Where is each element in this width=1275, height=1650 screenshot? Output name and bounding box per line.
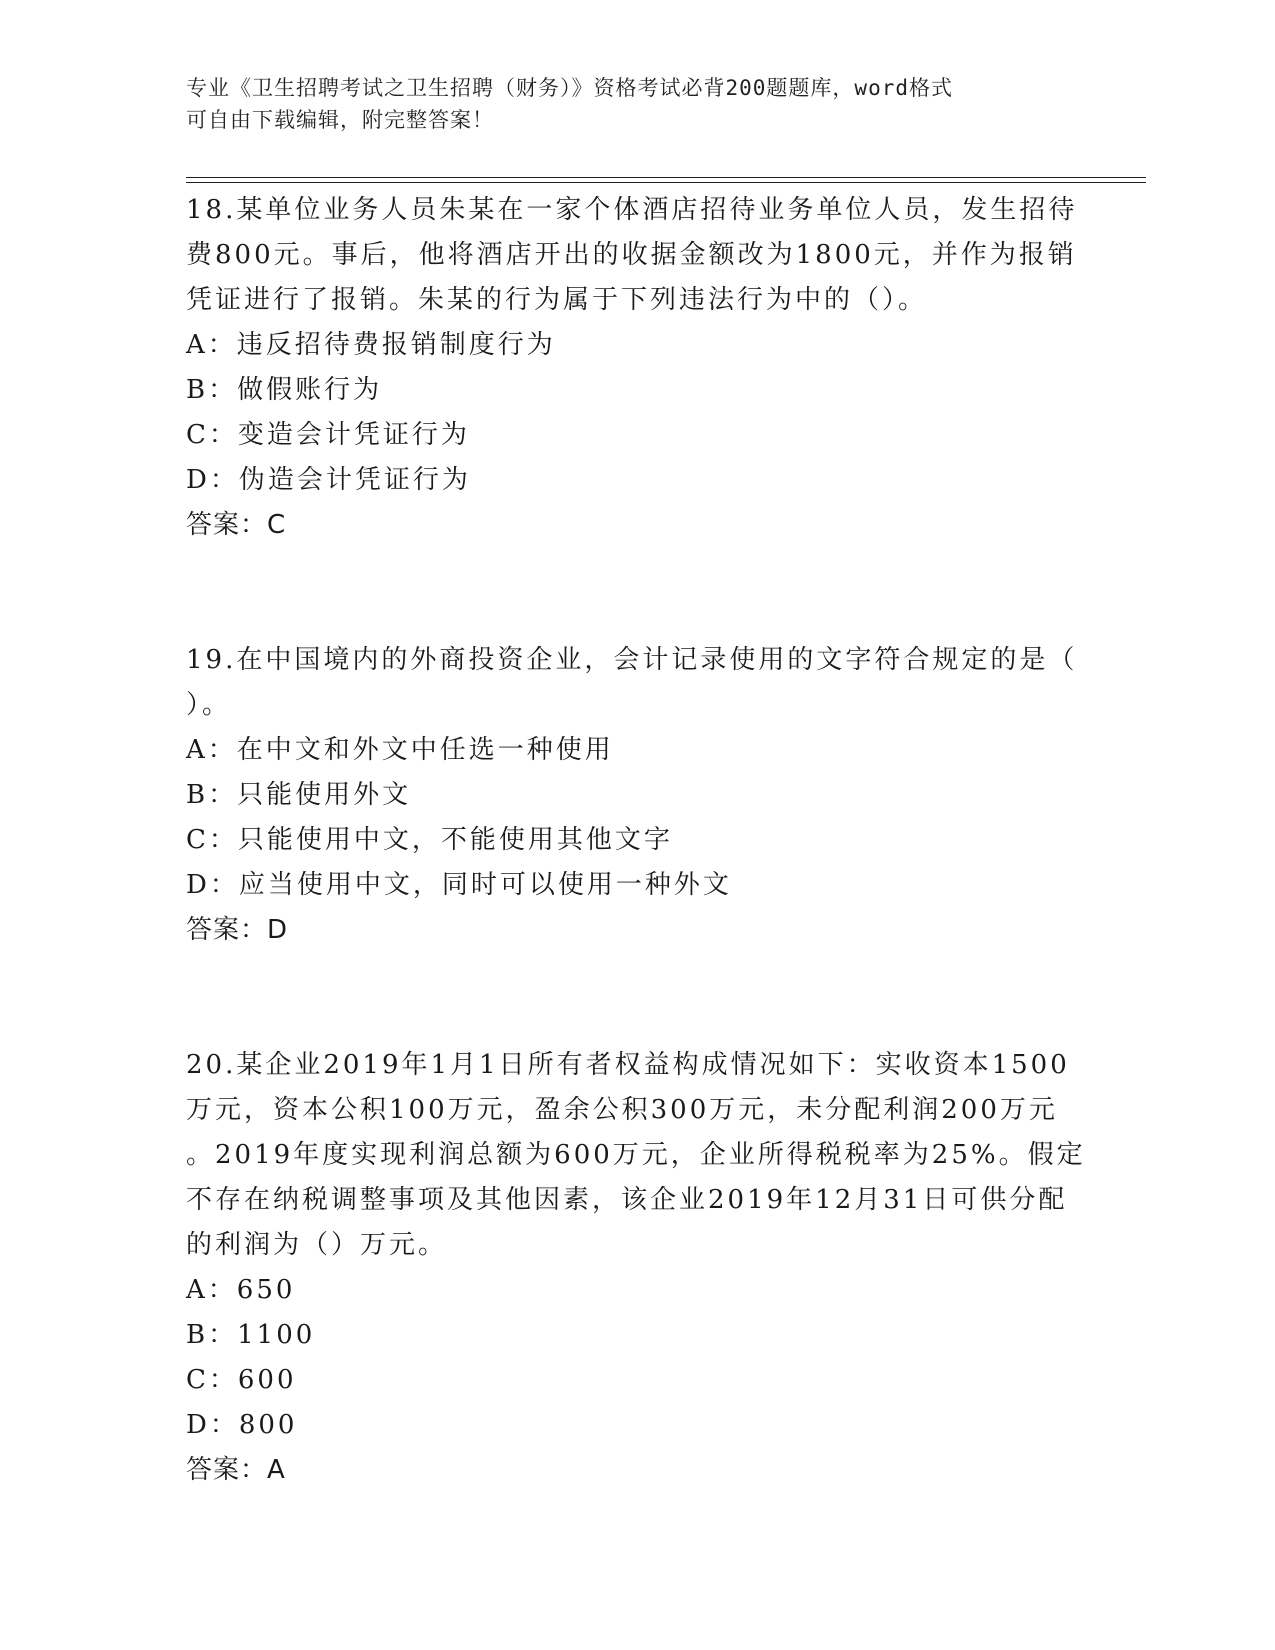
option-a: A：650 <box>186 1275 296 1305</box>
question-text-line: 的利润为（）万元。 <box>186 1230 448 1260</box>
option-b: B：1100 <box>186 1320 316 1350</box>
document-header <box>186 72 1066 136</box>
question-spacer <box>186 548 1086 638</box>
question-text-line: 万元，资本公积100万元，盈余公积300万元，未分配利润200万元 <box>186 1095 1058 1125</box>
option-a: A：在中文和外文中任选一种使用 <box>186 735 614 765</box>
header-divider-top <box>186 177 1146 178</box>
question-text-line: 20.某企业2019年1月1日所有者权益构成情况如下：实收资本1500 <box>186 1050 1070 1080</box>
option-d: D：应当使用中文，同时可以使用一种外文 <box>186 870 732 900</box>
option-d: D：伪造会计凭证行为 <box>186 465 471 495</box>
option-b: B：只能使用外文 <box>186 780 412 810</box>
option-c: C：600 <box>186 1365 297 1395</box>
answer-label: 答案：C <box>186 510 287 540</box>
question-19 <box>186 638 1086 953</box>
option-d: D：800 <box>186 1410 298 1440</box>
question-text-line: 19.在中国境内的外商投资企业，会计记录使用的文字符合规定的是（ <box>186 645 1078 675</box>
option-b: B：做假账行为 <box>186 375 383 405</box>
question-text-line: 不存在纳税调整事项及其他因素，该企业2019年12月31日可供分配 <box>186 1185 1068 1215</box>
header-line-1: 专业《卫生招聘考试之卫生招聘（财务）》资格考试必背200题题库，word格式 <box>186 76 953 100</box>
question-20 <box>186 1043 1086 1493</box>
question-18 <box>186 188 1086 548</box>
question-list <box>186 188 1086 1493</box>
option-c: C：只能使用中文，不能使用其他文字 <box>186 825 673 855</box>
header-line-2: 可自由下载编辑，附完整答案！ <box>186 108 494 132</box>
question-text-line: 凭证进行了报销。朱某的行为属于下列违法行为中的（）。 <box>186 285 928 315</box>
question-text-line: 。2019年度实现利润总额为600万元，企业所得税税率为25%。假定 <box>186 1140 1086 1170</box>
question-text-line: 18.某单位业务人员朱某在一家个体酒店招待业务单位人员，发生招待 <box>186 195 1078 225</box>
question-text-line: 费800元。事后，他将酒店开出的收据金额改为1800元，并作为报销 <box>186 240 1077 270</box>
option-a: A：违反招待费报销制度行为 <box>186 330 556 360</box>
question-text-line: ）。 <box>186 690 232 720</box>
option-c: C：变造会计凭证行为 <box>186 420 470 450</box>
answer-label: 答案：A <box>186 1455 286 1485</box>
question-spacer <box>186 953 1086 1043</box>
header-divider-bottom <box>186 182 1146 183</box>
answer-label: 答案：D <box>186 915 289 945</box>
